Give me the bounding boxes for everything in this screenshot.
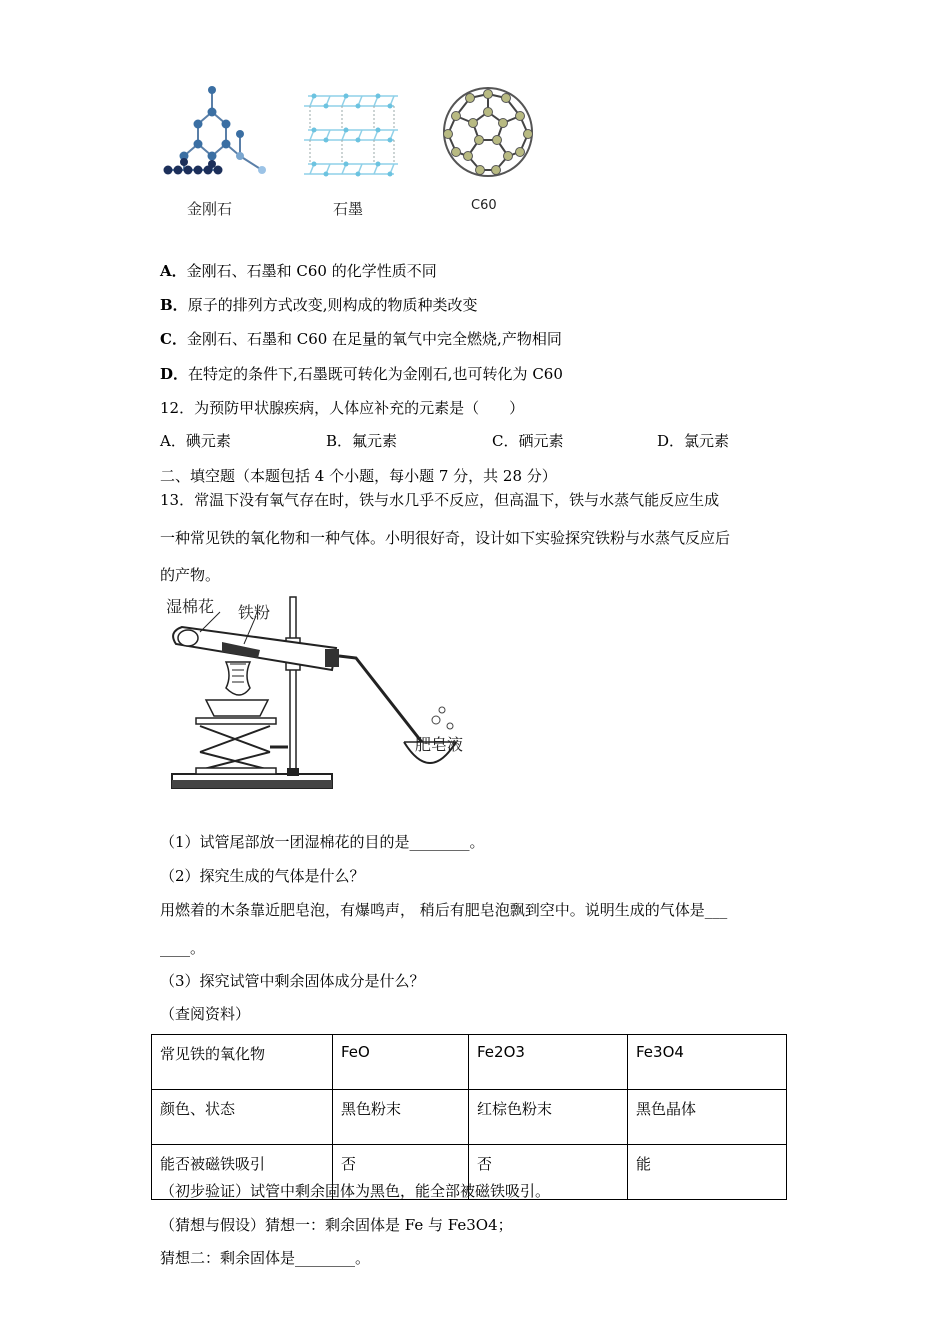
q11-option-d: D．在特定的条件下,石墨既可转化为金刚石,也可转化为 C60 — [160, 365, 563, 383]
q13-stem-line3: 的产物。 — [160, 566, 221, 584]
q11-option-b: B．原子的排列方式改变,则构成的物质种类改变 — [160, 296, 478, 314]
table-cell: Fe3O4 — [628, 1035, 787, 1090]
q12-option-b: B．氟元素 — [326, 432, 398, 450]
c60-structure-figure — [436, 82, 540, 182]
q13-stem-line1: 13．常温下没有氧气存在时，铁与水几乎不反应，但高温下，铁与水蒸气能反应生成 — [160, 491, 720, 509]
table-cell: 颜色、状态 — [152, 1090, 333, 1145]
q12-option-a: A．碘元素 — [160, 432, 231, 450]
table-row — [152, 1035, 787, 1090]
q13-stem-line2: 一种常见铁的氧化物和一种气体。小明很好奇，设计如下实验探究铁粉与水蒸气反应后 — [160, 529, 731, 547]
q13-guess1: （猜想与假设）猜想一：剩余固体是 Fe 与 Fe3O4； — [160, 1216, 513, 1234]
q13-guess2: 猜想二：剩余固体是________。 — [160, 1249, 371, 1267]
section2-title: 二、填空题（本题包括 4 个小题，每小题 7 分，共 28 分） — [160, 467, 557, 485]
table-cell: 黑色晶体 — [628, 1090, 787, 1145]
table-cell: 否 — [333, 1145, 469, 1200]
diamond-label: 金刚石 — [187, 200, 233, 218]
apparatus-label-cotton: 湿棉花 — [166, 597, 215, 616]
q12-stem: 12．为预防甲状腺疾病，人体应补充的元素是（ ） — [160, 399, 525, 417]
q13-part1: （1）试管尾部放一团湿棉花的目的是________。 — [160, 833, 485, 851]
q13-part2: （2）探究生成的气体是什么？ — [160, 867, 365, 885]
table-cell: 能 — [628, 1145, 787, 1200]
c60-label: C60 — [471, 198, 497, 213]
iron-oxide-table — [151, 1034, 787, 1200]
graphite-label: 石墨 — [333, 200, 364, 218]
table-cell: 红棕色粉末 — [469, 1090, 628, 1145]
table-cell: 能否被磁铁吸引 — [152, 1145, 333, 1200]
table-cell: 否 — [469, 1145, 628, 1200]
q12-option-d: D．氯元素 — [657, 432, 730, 450]
q13-part3: （3）探究试管中剩余固体成分是什么？ — [160, 972, 425, 990]
q13-part2-line2: ____。 — [160, 939, 206, 957]
apparatus-label-soap: 肥皂液 — [415, 735, 464, 754]
apparatus-figure — [160, 592, 480, 802]
table-cell: 黑色粉末 — [333, 1090, 469, 1145]
table-cell: Fe2O3 — [469, 1035, 628, 1090]
apparatus-label-iron: 铁粉 — [238, 603, 271, 622]
table-cell: 常见铁的氧化物 — [152, 1035, 333, 1090]
diamond-structure-figure — [160, 82, 275, 182]
table-row — [152, 1090, 787, 1145]
q13-verify: （初步验证）试管中剩余固体为黑色，能全部被磁铁吸引。 — [160, 1182, 551, 1200]
q11-option-c: C．金刚石、石墨和 C60 在足量的氧气中完全燃烧,产物相同 — [160, 330, 562, 348]
q12-option-c: C．硒元素 — [492, 432, 564, 450]
q13-reference: （查阅资料） — [160, 1005, 251, 1023]
graphite-structure-figure — [300, 86, 405, 184]
q13-part2-line1: 用燃着的木条靠近肥皂泡，有爆鸣声， 稍后有肥皂泡飘到空中。说明生成的气体是___ — [160, 901, 728, 919]
q11-option-a: A．金刚石、石墨和 C60 的化学性质不同 — [160, 262, 437, 280]
table-cell: FeO — [333, 1035, 469, 1090]
